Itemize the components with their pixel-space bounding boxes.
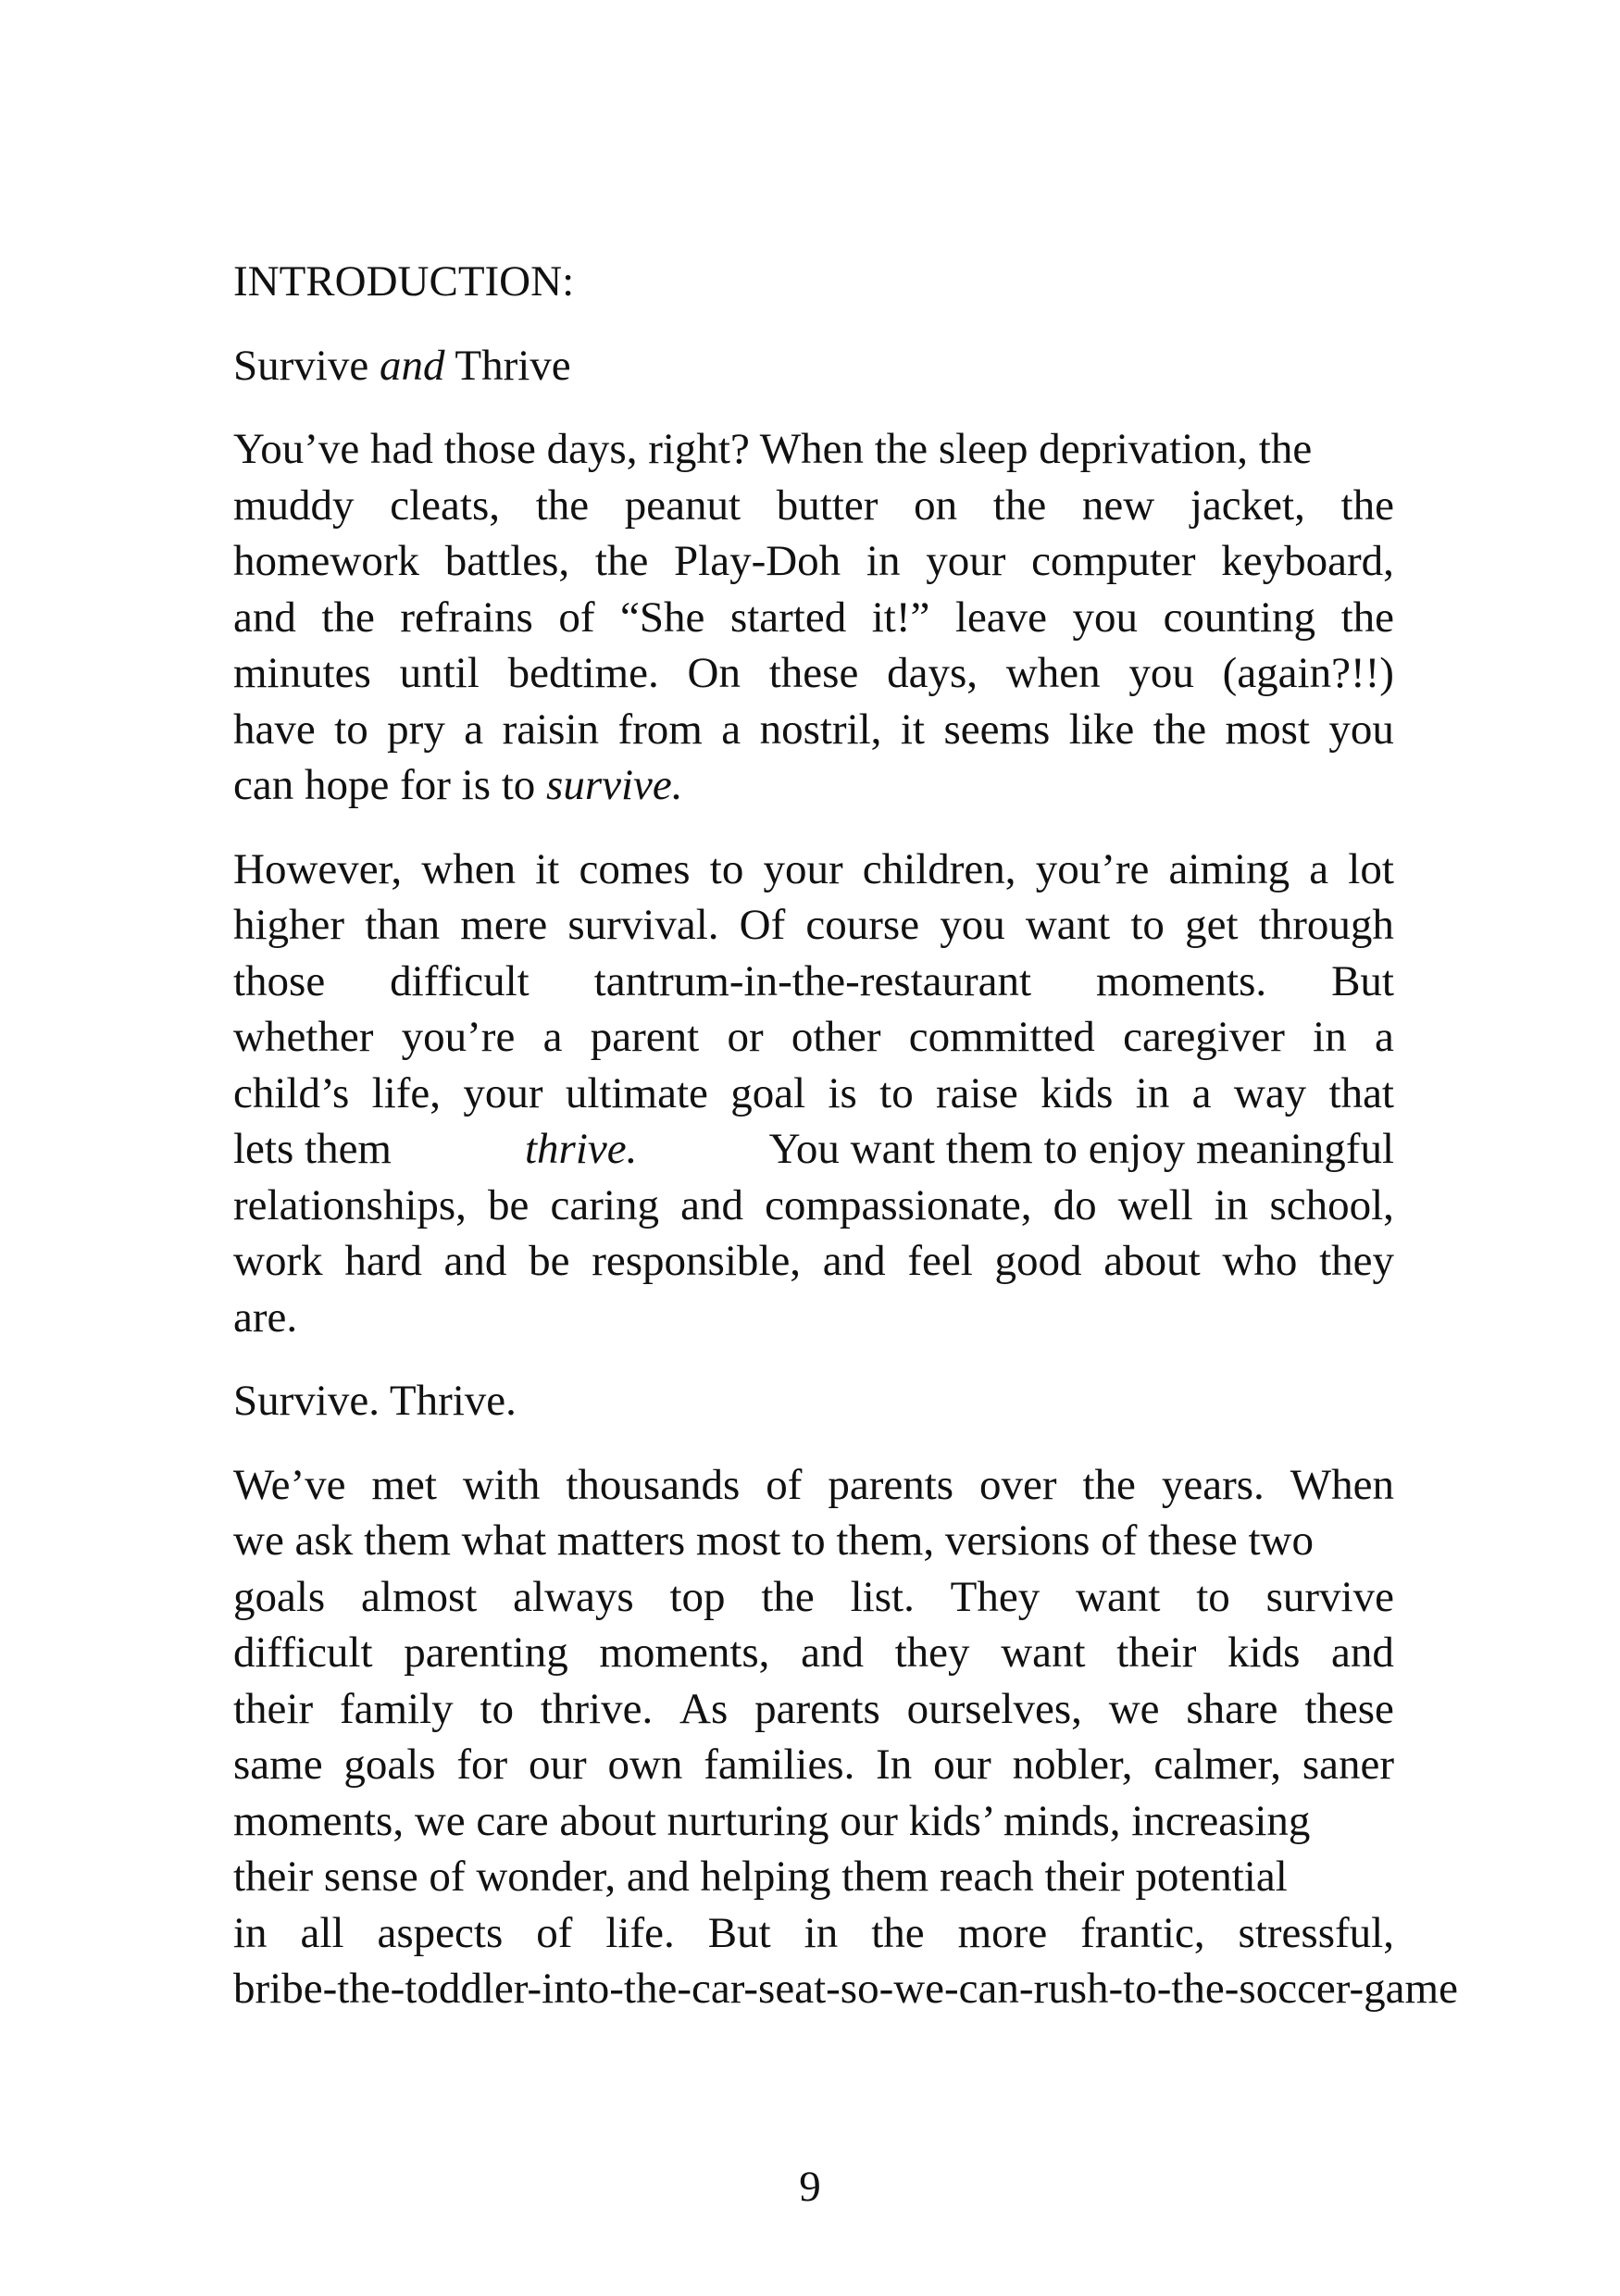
- paragraph-2-line6-suffix: You want them to enjoy meaningful: [759, 1125, 1394, 1173]
- word: computer: [1031, 537, 1196, 585]
- word: kids: [1041, 1068, 1114, 1117]
- word: good: [994, 1237, 1082, 1285]
- word: started: [729, 593, 847, 642]
- word: in: [1214, 1180, 1249, 1229]
- word: your: [763, 844, 843, 893]
- paragraph-4-line: [233, 1905, 1394, 1962]
- word: lot: [1348, 844, 1394, 893]
- word: and: [1331, 1628, 1394, 1677]
- word: with: [462, 1460, 541, 1509]
- word: moments.: [1096, 956, 1267, 1005]
- paragraph-1-italic-word: survive.: [546, 761, 683, 809]
- word: (again?!!): [1222, 649, 1394, 697]
- word: from: [617, 705, 703, 754]
- word: a: [464, 705, 484, 754]
- word: family: [339, 1684, 454, 1733]
- word: over: [979, 1460, 1057, 1509]
- paragraph-2-line: [233, 842, 1394, 898]
- paragraph-1-last-line: [233, 757, 1394, 814]
- word: committed: [908, 1013, 1095, 1061]
- paragraph-1-line: [233, 590, 1394, 646]
- paragraph-4-line: [233, 1457, 1394, 1514]
- word: all: [300, 1908, 344, 1957]
- word: be: [488, 1180, 530, 1229]
- word: homework: [233, 537, 420, 585]
- word: We’ve: [233, 1460, 346, 1509]
- word: thousands: [566, 1460, 741, 1509]
- paragraph-1-line: [233, 645, 1394, 702]
- word: aiming: [1168, 844, 1290, 893]
- word: counting: [1163, 593, 1316, 642]
- word: the: [594, 537, 649, 585]
- word: They: [950, 1572, 1041, 1621]
- word: compassionate,: [765, 1180, 1032, 1229]
- word: in: [233, 1908, 268, 1957]
- paragraph-1-line: [233, 533, 1394, 590]
- word: cleats,: [390, 480, 500, 530]
- paragraph-1-line: You’ve had those days, right? When the sleep deprivation, the: [233, 425, 1313, 473]
- word: However,: [233, 844, 403, 893]
- word: these: [1304, 1684, 1394, 1733]
- paragraph-2-last-line: are.: [233, 1292, 298, 1341]
- word: In: [876, 1741, 913, 1789]
- word: and: [801, 1628, 864, 1677]
- paragraph-1: [233, 421, 1394, 814]
- paragraph-4-line: [233, 1625, 1394, 1681]
- word: feel: [907, 1237, 973, 1285]
- word: these: [768, 649, 859, 697]
- spacer: [233, 814, 1394, 842]
- word: almost: [361, 1572, 478, 1621]
- word: of: [766, 1460, 803, 1509]
- word: Play-Doh: [674, 537, 841, 585]
- word: to: [480, 1684, 515, 1733]
- word: you: [1072, 593, 1139, 642]
- word: relationships,: [233, 1180, 467, 1229]
- word: for: [456, 1741, 508, 1789]
- word: other: [791, 1013, 881, 1061]
- word: their: [233, 1684, 314, 1733]
- word: on: [914, 480, 958, 530]
- word: own: [607, 1741, 683, 1789]
- word: you’re: [1035, 844, 1150, 893]
- word: the: [1340, 480, 1394, 530]
- word: same: [233, 1741, 323, 1789]
- word: ourselves,: [906, 1684, 1082, 1733]
- word: until: [399, 649, 480, 697]
- paragraph-4-line: we ask them what matters most to them, versions of these two: [233, 1516, 1314, 1565]
- word: our: [933, 1741, 991, 1789]
- word: and: [822, 1237, 886, 1285]
- word: comes: [579, 844, 691, 893]
- word: families.: [704, 1741, 855, 1789]
- word: met: [371, 1460, 437, 1509]
- word: thrive.: [540, 1684, 654, 1733]
- word: survive: [1265, 1572, 1394, 1621]
- paragraph-4-line: moments, we care about nurturing our kids’ minds, increasing: [233, 1796, 1311, 1845]
- word: you: [1328, 705, 1394, 754]
- word: goals: [233, 1572, 326, 1621]
- word: or: [727, 1013, 764, 1061]
- chapter-heading: INTRODUCTION:: [233, 257, 575, 306]
- word: difficult: [233, 1628, 373, 1677]
- word: we: [1108, 1684, 1160, 1733]
- word: it: [535, 844, 560, 893]
- word: it: [900, 705, 925, 754]
- word: that: [1328, 1068, 1394, 1117]
- paragraph-4-line: their sense of wonder, and helping them reach their potential: [233, 1853, 1288, 1901]
- word: days,: [887, 649, 978, 697]
- word: is: [828, 1068, 857, 1117]
- page-body: [233, 254, 1458, 2017]
- word: peanut: [624, 480, 741, 530]
- word: responsible,: [592, 1237, 802, 1285]
- word: frantic,: [1080, 1908, 1205, 1957]
- word: of: [558, 593, 595, 642]
- word: nobler,: [1012, 1741, 1133, 1789]
- word: butter: [776, 480, 879, 530]
- word: When: [1290, 1460, 1394, 1509]
- word: our: [529, 1741, 587, 1789]
- word: raise: [936, 1068, 1018, 1117]
- word: As: [679, 1684, 729, 1733]
- word: of: [536, 1908, 573, 1957]
- word: their: [1116, 1628, 1197, 1677]
- paragraph-2-line: [233, 1009, 1394, 1066]
- word: the: [761, 1572, 815, 1621]
- word: school,: [1269, 1180, 1394, 1229]
- word: a: [721, 705, 741, 754]
- word: stressful,: [1238, 1908, 1394, 1957]
- word: those: [233, 956, 326, 1005]
- word: new: [1081, 480, 1155, 530]
- word: mere: [460, 901, 548, 949]
- word: most: [1225, 705, 1310, 754]
- word: life.: [605, 1908, 675, 1957]
- paragraph-2-line6-prefix: lets them: [233, 1125, 403, 1173]
- word: battles,: [444, 537, 570, 585]
- spacer: [233, 393, 1394, 421]
- chapter-subtitle: [233, 338, 1394, 394]
- word: kids: [1227, 1628, 1301, 1677]
- word: the: [992, 480, 1047, 530]
- paragraph-2-line: [233, 1178, 1394, 1234]
- spacer: [233, 1345, 1394, 1373]
- word: course: [805, 901, 920, 949]
- page-number: 9: [799, 2163, 821, 2211]
- word: aspects: [377, 1908, 504, 1957]
- word: in: [1135, 1068, 1170, 1117]
- word: But: [707, 1908, 771, 1957]
- word: child’s: [233, 1068, 350, 1117]
- word: parents: [754, 1684, 880, 1733]
- paragraph-1-line: [233, 702, 1394, 758]
- word: muddy: [233, 480, 355, 530]
- word: be: [529, 1237, 570, 1285]
- word: “She: [620, 593, 705, 642]
- word: do: [1053, 1180, 1097, 1229]
- spacer: [233, 310, 1394, 338]
- word: well: [1117, 1180, 1193, 1229]
- word: and: [233, 593, 296, 642]
- word: to: [334, 705, 368, 754]
- word: the: [1153, 705, 1207, 754]
- paragraph-1-last-prefix: can hope for is to: [233, 761, 547, 809]
- word: they: [1319, 1237, 1394, 1285]
- word: the: [871, 1908, 925, 1957]
- word: they: [894, 1628, 970, 1677]
- word: in: [1313, 1013, 1347, 1061]
- word: and: [680, 1180, 743, 1229]
- word: and: [443, 1237, 507, 1285]
- word: when: [1005, 649, 1101, 697]
- word: children,: [862, 844, 1016, 893]
- word: But: [1331, 956, 1394, 1005]
- word: difficult: [390, 956, 530, 1005]
- word: goals: [343, 1741, 436, 1789]
- word: you’re: [401, 1013, 516, 1061]
- word: goal: [730, 1068, 806, 1117]
- word: whether: [233, 1013, 374, 1061]
- word: a: [1309, 844, 1329, 893]
- word: your: [926, 537, 1006, 585]
- word: the: [1082, 1460, 1136, 1509]
- word: way: [1233, 1068, 1307, 1117]
- word: to: [1196, 1572, 1230, 1621]
- word: survival.: [567, 901, 719, 949]
- word: years.: [1161, 1460, 1265, 1509]
- word: your: [463, 1068, 543, 1117]
- paragraph-2-line: [233, 1066, 1394, 1122]
- word: leave: [954, 593, 1048, 642]
- word: want: [1076, 1572, 1161, 1621]
- word: higher: [233, 901, 345, 949]
- word: want: [1001, 1628, 1086, 1677]
- word: minutes: [233, 649, 371, 697]
- word: On: [687, 649, 741, 697]
- word: keyboard,: [1221, 537, 1394, 585]
- word: top: [669, 1572, 726, 1621]
- word: pry: [387, 705, 445, 754]
- word: than: [365, 901, 441, 949]
- word: who: [1222, 1237, 1298, 1285]
- subtitle-italic: and: [379, 341, 445, 390]
- word: in: [804, 1908, 839, 1957]
- paragraph-4-line: [233, 1569, 1394, 1626]
- word: you: [940, 901, 1005, 949]
- word: work: [233, 1237, 323, 1285]
- word: get: [1185, 901, 1239, 949]
- word: parenting: [404, 1628, 568, 1677]
- word: more: [957, 1908, 1048, 1957]
- word: moments,: [599, 1628, 770, 1677]
- word: seems: [943, 705, 1051, 754]
- word: in: [866, 537, 901, 585]
- word: Of: [739, 901, 786, 949]
- paragraph-4: [233, 1457, 1458, 2017]
- word: ultimate: [565, 1068, 708, 1117]
- paragraph-3: Survive. Thrive.: [233, 1377, 517, 1425]
- word: to: [709, 844, 744, 893]
- word: have: [233, 705, 316, 754]
- word: the: [1340, 593, 1394, 642]
- word: when: [421, 844, 517, 893]
- subtitle-part3: Thrive: [444, 341, 571, 390]
- word: list.: [850, 1572, 915, 1621]
- word: saner: [1302, 1741, 1394, 1789]
- paragraph-2-line: [233, 897, 1394, 954]
- word: to: [879, 1068, 914, 1117]
- word: a: [1375, 1013, 1394, 1061]
- subtitle-part1: Survive: [233, 341, 380, 390]
- spacer: [233, 1429, 1394, 1457]
- paragraph-2-line: [233, 1233, 1394, 1290]
- word: like: [1068, 705, 1135, 754]
- word: about: [1103, 1237, 1201, 1285]
- paragraph-2-italic-word: thrive.: [525, 1125, 638, 1173]
- word: calmer,: [1153, 1741, 1282, 1789]
- word: raisin: [502, 705, 599, 754]
- paragraph-2-line: [233, 954, 1394, 1010]
- word: a: [542, 1013, 563, 1061]
- word: tantrum-in-the-restaurant: [593, 956, 1032, 1005]
- word: parents: [828, 1460, 954, 1509]
- paragraph-1-line: [233, 478, 1394, 534]
- word: to: [1130, 901, 1165, 949]
- word: through: [1258, 901, 1394, 949]
- word: share: [1186, 1684, 1278, 1733]
- paragraph-4-last-line: bribe-the-toddler-into-the-car-seat-so-we-can-rush-to-the-soccer-game: [233, 1965, 1458, 2013]
- word: it!”: [871, 593, 930, 642]
- word: always: [513, 1572, 634, 1621]
- word: nostril,: [759, 705, 882, 754]
- word: refrains: [400, 593, 533, 642]
- word: life,: [371, 1068, 442, 1117]
- paragraph-2: [233, 842, 1394, 1346]
- word: caregiver: [1123, 1013, 1285, 1061]
- word: jacket,: [1190, 480, 1305, 530]
- word: want: [1025, 901, 1111, 949]
- word: parent: [590, 1013, 700, 1061]
- word: you: [1128, 649, 1194, 697]
- word: bedtime.: [507, 649, 659, 697]
- word: caring: [550, 1180, 659, 1229]
- paragraph-4-line: [233, 1737, 1394, 1793]
- paragraph-2-line-italic: [233, 1121, 1394, 1178]
- word: the: [535, 480, 590, 530]
- paragraph-4-line: [233, 1681, 1394, 1738]
- word: hard: [344, 1237, 422, 1285]
- word: the: [321, 593, 375, 642]
- word: a: [1191, 1068, 1212, 1117]
